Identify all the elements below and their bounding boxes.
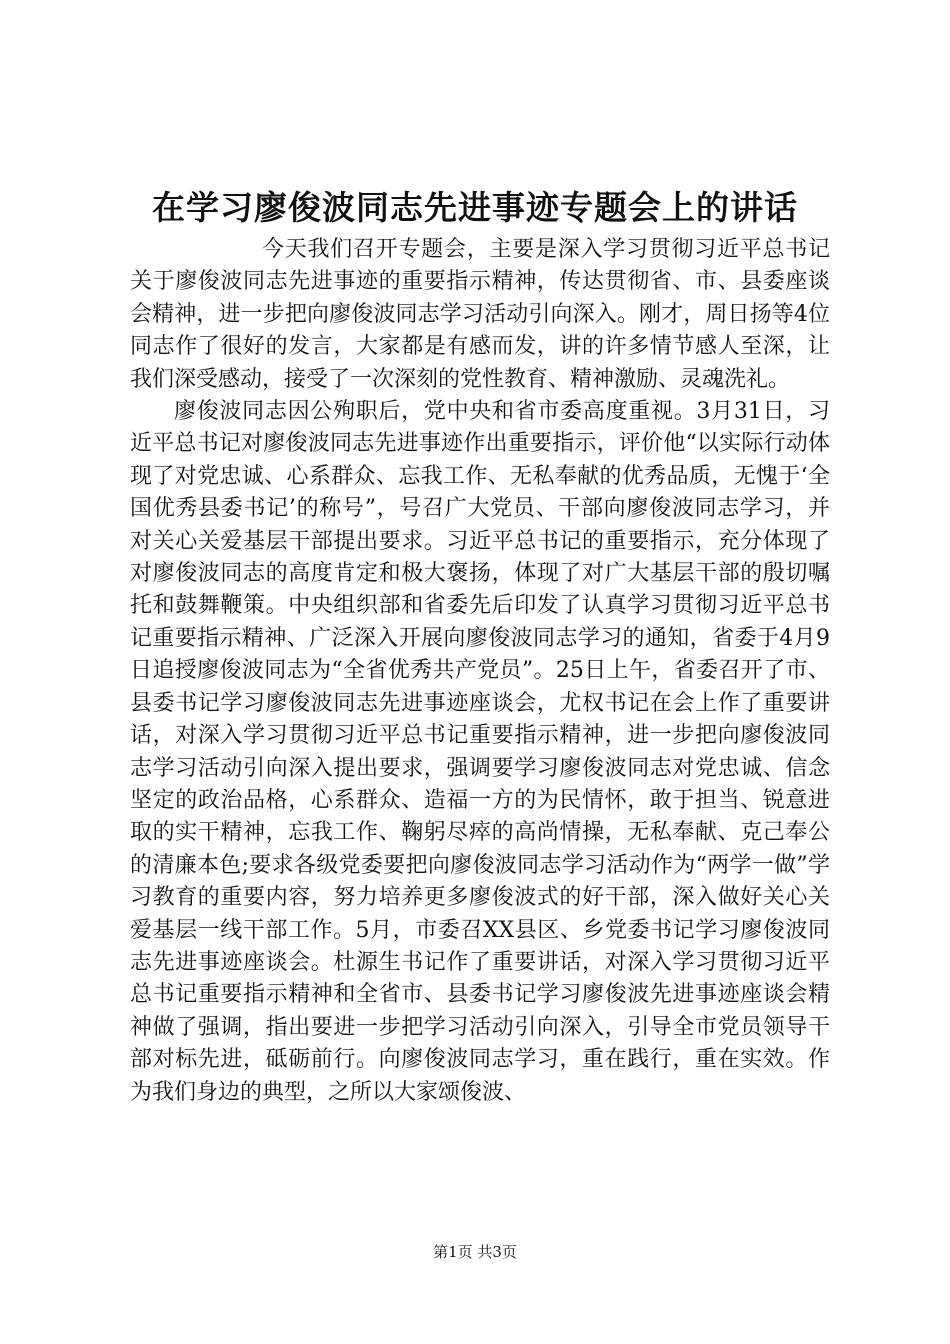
document-title: 在学习廖俊波同志先进事迹专题会上的讲话 xyxy=(152,188,798,227)
paragraph-1: 今天我们召开专题会，主要是深入学习贯彻习近平总书记关于廖俊波同志先进事迹的重要指示精神，传达贯彻省、市、县委座谈会精神，进一步把向廖俊波同志学习活动引向深入。刚才，周日扬等4位同志作了很好的发言，大家都是有感而发，讲的许多情节感人至深，让我们深受感动，接受了一次深刻的党性教育、精神激励、灵魂洗礼。 xyxy=(130,237,830,392)
page-number: 第1页 共3页 xyxy=(433,1243,517,1261)
paragraph-2: 廖俊波同志因公殉职后，党中央和省市委高度重视。3月31日，习近平总书记对廖俊波同志先进事迹作出重要指示，评价他“以实际行动体现了对党忠诚、心系群众、忘我工作、无私奉献的优秀品质，无愧于‘全国优秀县委书记’的称号”，号召广大党员、干部向廖俊波同志学习，并对关心关爱基层干部提出要求。习近平总书记的重要指示，充分体现了对廖俊波同志的高度肯定和极大褒扬，体现了对广大基层干部的殷切嘱托和鼓舞鞭策。中央组织部和省委先后印发了认真学习贯彻习近平总书记重要指示精神、广泛深入开展向廖俊波同志学习的通知，省委于4月9日追授廖俊波同志为“全省优秀共产党员”。25日上午，省委召开了市、县委书记学习廖俊波同志先进事迹座谈会，尤权书记在会上作了重要讲话，对深入学习贯彻习近平总书记重要指示精神，进一步把向廖俊波同志学习活动引向深入提出要求，强调要学习廖俊波同志对党忠诚、信念坚定的政治品格，心系群众、造福一方的为民情怀，敢于担当、锐意进取的实干精神，忘我工作、鞠躬尽瘁的高尚情操，无私奉献、克己奉公的清廉本色;要求各级党委要把向廖俊波同志学习活动作为“两学一做”学习教育的重要内容，努力培养更多廖俊波式的好干部，深入做好关心关爱基层一线干部工作。5月，市委召XX县区、乡党委书记学习廖俊波同志先进事迹座谈会。杜源生书记作了重要讲话，对深入学习贯彻习近平总书记重要指示精神和全省市、县委书记学习廖俊波先进事迹座谈会精神做了强调，指出要进一步把学习活动引向深入，引导全市党员领导干部对标先进，砥砺前行。向廖俊波同志学习，重在践行，重在实效。作为我们身边的典型，之所以大家颂俊波、 xyxy=(130,399,830,1105)
page-footer xyxy=(0,1242,950,1262)
document-body xyxy=(130,234,830,1109)
